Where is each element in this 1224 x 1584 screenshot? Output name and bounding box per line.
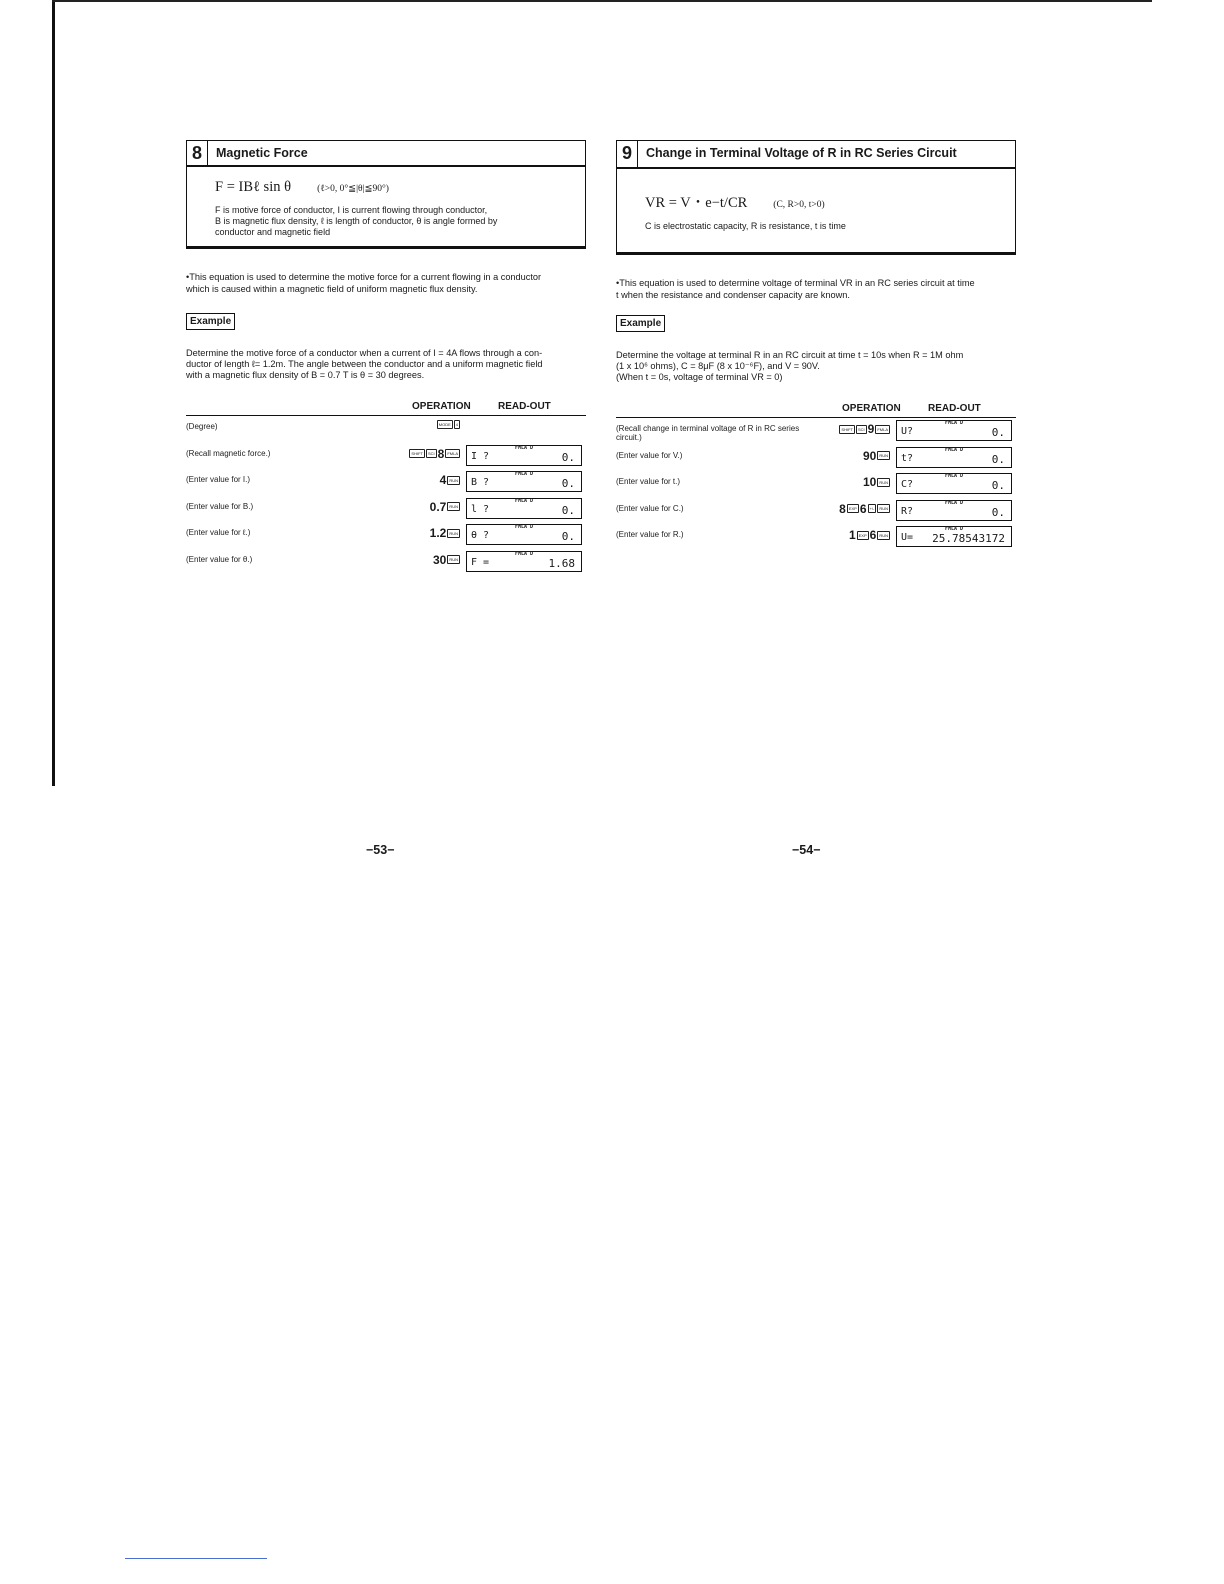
usage-line: •This equation is used to determine the motive force for a current flowing in a conductor (186, 272, 542, 282)
formula-condition: (ℓ>0, 0°≦|θ|≦90°) (317, 184, 389, 194)
example-label: Example (616, 315, 665, 332)
step-label: (Recall magnetic force.) (186, 448, 271, 458)
step-label: (Enter value for θ.) (186, 554, 253, 564)
calculator-key: 4 (455, 422, 458, 427)
readout-header: READ-OUT (498, 401, 551, 412)
formula-description (215, 205, 555, 238)
display-indicator: FMLA D (515, 524, 534, 530)
description-line: B is magnetic flux density, ℓ is length of conductor, θ is angle formed by (215, 216, 498, 226)
description-line: C is electrostatic capacity, R is resistance, t is time (645, 221, 846, 231)
operation-row (186, 549, 586, 576)
key-digits: 4 (439, 473, 447, 487)
step-label: (Recall change in terminal voltage of R in RC series circuit.) (616, 424, 800, 442)
display-variable: t? (901, 452, 914, 464)
calculator-key: SCI (857, 426, 865, 432)
description-line: conductor and magnetic field (215, 227, 331, 237)
usage-line: which is caused within a magnetic field of uniform magnetic flux density. (186, 284, 478, 294)
operation-rows (186, 416, 586, 575)
display-indicator: FMLA D (515, 471, 534, 477)
display-value: 0. (561, 530, 575, 543)
calculator-display (466, 471, 582, 492)
formula-box (186, 165, 586, 249)
calculator-key: RUN (449, 477, 458, 483)
section-number: 8 (187, 141, 208, 165)
operation-row (186, 496, 586, 523)
operation-rows (616, 418, 1016, 551)
operation-table-header (616, 403, 1016, 418)
operation-row (616, 524, 1016, 551)
usage-note (186, 271, 586, 295)
formula-line (215, 179, 555, 196)
key-sequence (839, 502, 890, 516)
key-digits: 1 (848, 528, 856, 542)
calculator-key: RUN (879, 532, 888, 538)
operation-row (186, 416, 586, 443)
calculator-key: FMLA (877, 426, 888, 432)
scan-edge-left (52, 0, 55, 786)
calculator-display (466, 551, 582, 572)
key-sequence (863, 475, 890, 489)
display-value: 0. (561, 503, 575, 517)
display-value: 0. (991, 479, 1005, 492)
scan-edge-top (52, 0, 1152, 2)
calculator-key: RUN (449, 530, 458, 536)
display-value: 0. (561, 450, 575, 464)
operation-table-header (186, 401, 586, 416)
example-text (616, 350, 1016, 383)
page-number: −53− (366, 843, 395, 857)
operation-row (616, 471, 1016, 498)
calculator-display (896, 526, 1012, 547)
usage-line: •This equation is used to determine voltage of terminal VR in an RC series circuit at time (616, 278, 975, 288)
formula: VR = V・e−t/CR (645, 195, 748, 211)
key-sequence (430, 526, 460, 540)
key-digits: 90 (862, 448, 877, 463)
display-indicator: FMLA D (945, 526, 964, 532)
step-label: (Enter value for C.) (616, 503, 684, 513)
formula-description (645, 221, 985, 232)
example-line: (1 x 10⁶ ohms), C = 8μF (8 x 10⁻⁶F), and V = 90V. (616, 361, 820, 371)
step-label: (Degree) (186, 422, 218, 431)
calculator-display (896, 447, 1012, 468)
key-sequence (433, 553, 460, 567)
display-variable: U? (901, 426, 914, 437)
display-value: 0. (991, 505, 1005, 519)
calculator-key: RUN (879, 479, 888, 485)
calculator-key: EXP (858, 532, 867, 538)
key-sequence (863, 449, 890, 463)
section-title: Magnetic Force (216, 146, 308, 160)
example-line: Determine the motive force of a conductor when a current of I = 4A flows through a con- (186, 348, 543, 358)
display-indicator: FMLA D (945, 446, 964, 453)
operation-row (186, 469, 586, 496)
key-sequence (430, 500, 460, 514)
display-indicator: FMLA D (945, 473, 964, 479)
calculator-key: RUN (879, 506, 888, 511)
usage-note (616, 277, 1016, 301)
calculator-key: RUN (879, 453, 888, 458)
display-indicator: FMLA D (515, 550, 534, 557)
display-variable: U= (901, 532, 914, 543)
display-value: 1.68 (548, 556, 575, 570)
display-value: 0. (561, 477, 575, 490)
key-digits: 1.2 (429, 526, 447, 540)
calculator-key: SHIFT (411, 451, 423, 456)
page-53-column (186, 140, 586, 857)
step-label: (Enter value for R.) (616, 530, 684, 539)
key-sequence (849, 528, 890, 542)
formula-condition: (C, R>0, t>0) (773, 200, 825, 210)
display-indicator: FMLA D (945, 420, 964, 426)
formula: F = IBℓ sin θ (215, 179, 292, 195)
calculator-key: RUN (449, 557, 458, 562)
formula-box (616, 167, 1016, 255)
readout-header: READ-OUT (928, 403, 981, 414)
key-digits: 8 (839, 501, 846, 516)
display-value: 25.78543172 (932, 532, 1005, 545)
section-header (186, 140, 586, 165)
calculator-display (466, 498, 582, 519)
calculator-display (896, 500, 1012, 521)
key-digits: 9 (867, 422, 875, 436)
display-indicator: FMLA D (515, 497, 534, 504)
section-title: Change in Terminal Voltage of R in RC Series Circuit (646, 146, 957, 160)
key-digits: 10 (862, 475, 877, 489)
key-digits: 0.7 (429, 499, 447, 514)
display-variable: B ? (471, 477, 490, 488)
calculator-display (896, 473, 1012, 494)
operation-header: OPERATION (842, 403, 901, 414)
display-variable: θ ? (471, 530, 490, 541)
calculator-key: FMLA (447, 451, 458, 456)
page-54-column (616, 140, 1016, 857)
display-indicator: FMLA D (515, 444, 534, 451)
example-label: Example (186, 313, 235, 330)
calculator-key: SHIFT (841, 426, 853, 432)
key-digits: 6 (869, 528, 877, 542)
section-header (616, 140, 1016, 167)
key-sequence (839, 422, 890, 436)
operation-row (616, 498, 1016, 525)
display-variable: F = (471, 556, 490, 568)
calculator-key: SCI (427, 451, 435, 456)
key-digits: 30 (432, 552, 447, 567)
example-line: ductor of length ℓ= 1.2m. The angle between the conductor and a uniform magnetic field (186, 359, 543, 369)
operation-row (186, 522, 586, 549)
display-value: 0. (991, 452, 1005, 466)
display-variable: I ? (471, 450, 490, 462)
step-label: (Enter value for t.) (616, 477, 681, 486)
step-label: (Enter value for I.) (186, 475, 251, 484)
section-number: 9 (617, 141, 638, 167)
key-sequence (437, 420, 460, 429)
calculator-key: EXP (848, 506, 857, 511)
example-line: (When t = 0s, voltage of terminal VR = 0) (616, 372, 783, 382)
calculator-display (466, 524, 582, 545)
calculator-key: RUN (449, 504, 458, 509)
display-variable: R? (901, 505, 914, 517)
operation-header: OPERATION (412, 401, 471, 412)
example-line: Determine the voltage at terminal R in an RC circuit at time t = 10s when R = 1M ohm (616, 350, 964, 360)
operation-row (186, 443, 586, 470)
operation-row (616, 445, 1016, 472)
operation-row (616, 418, 1016, 445)
formula-line (645, 191, 985, 212)
example-text (186, 348, 586, 381)
step-label: (Enter value for V.) (616, 450, 683, 460)
calculator-key: +/- (869, 506, 875, 511)
calculator-display (896, 420, 1012, 441)
page-number: −54− (792, 843, 821, 857)
calculator-key: MODE (438, 422, 451, 427)
key-digits: 6 (859, 501, 867, 516)
display-indicator: FMLA D (945, 499, 964, 506)
display-value: 0. (991, 426, 1005, 439)
key-sequence (409, 447, 460, 461)
step-label: (Enter value for ℓ.) (186, 528, 251, 537)
key-digits: 8 (437, 446, 445, 461)
display-variable: C? (901, 479, 914, 490)
calculator-display (466, 445, 582, 466)
example-line: with a magnetic flux density of B = 0.7 T is θ = 30 degrees. (186, 370, 425, 380)
usage-line: t when the resistance and condenser capacity are known. (616, 290, 850, 300)
description-line: F is motive force of conductor, I is current flowing through conductor, (215, 205, 488, 215)
key-sequence (440, 473, 460, 487)
scan-bottom-line (125, 1558, 267, 1559)
step-label: (Enter value for B.) (186, 501, 254, 511)
display-variable: l ? (471, 503, 490, 515)
